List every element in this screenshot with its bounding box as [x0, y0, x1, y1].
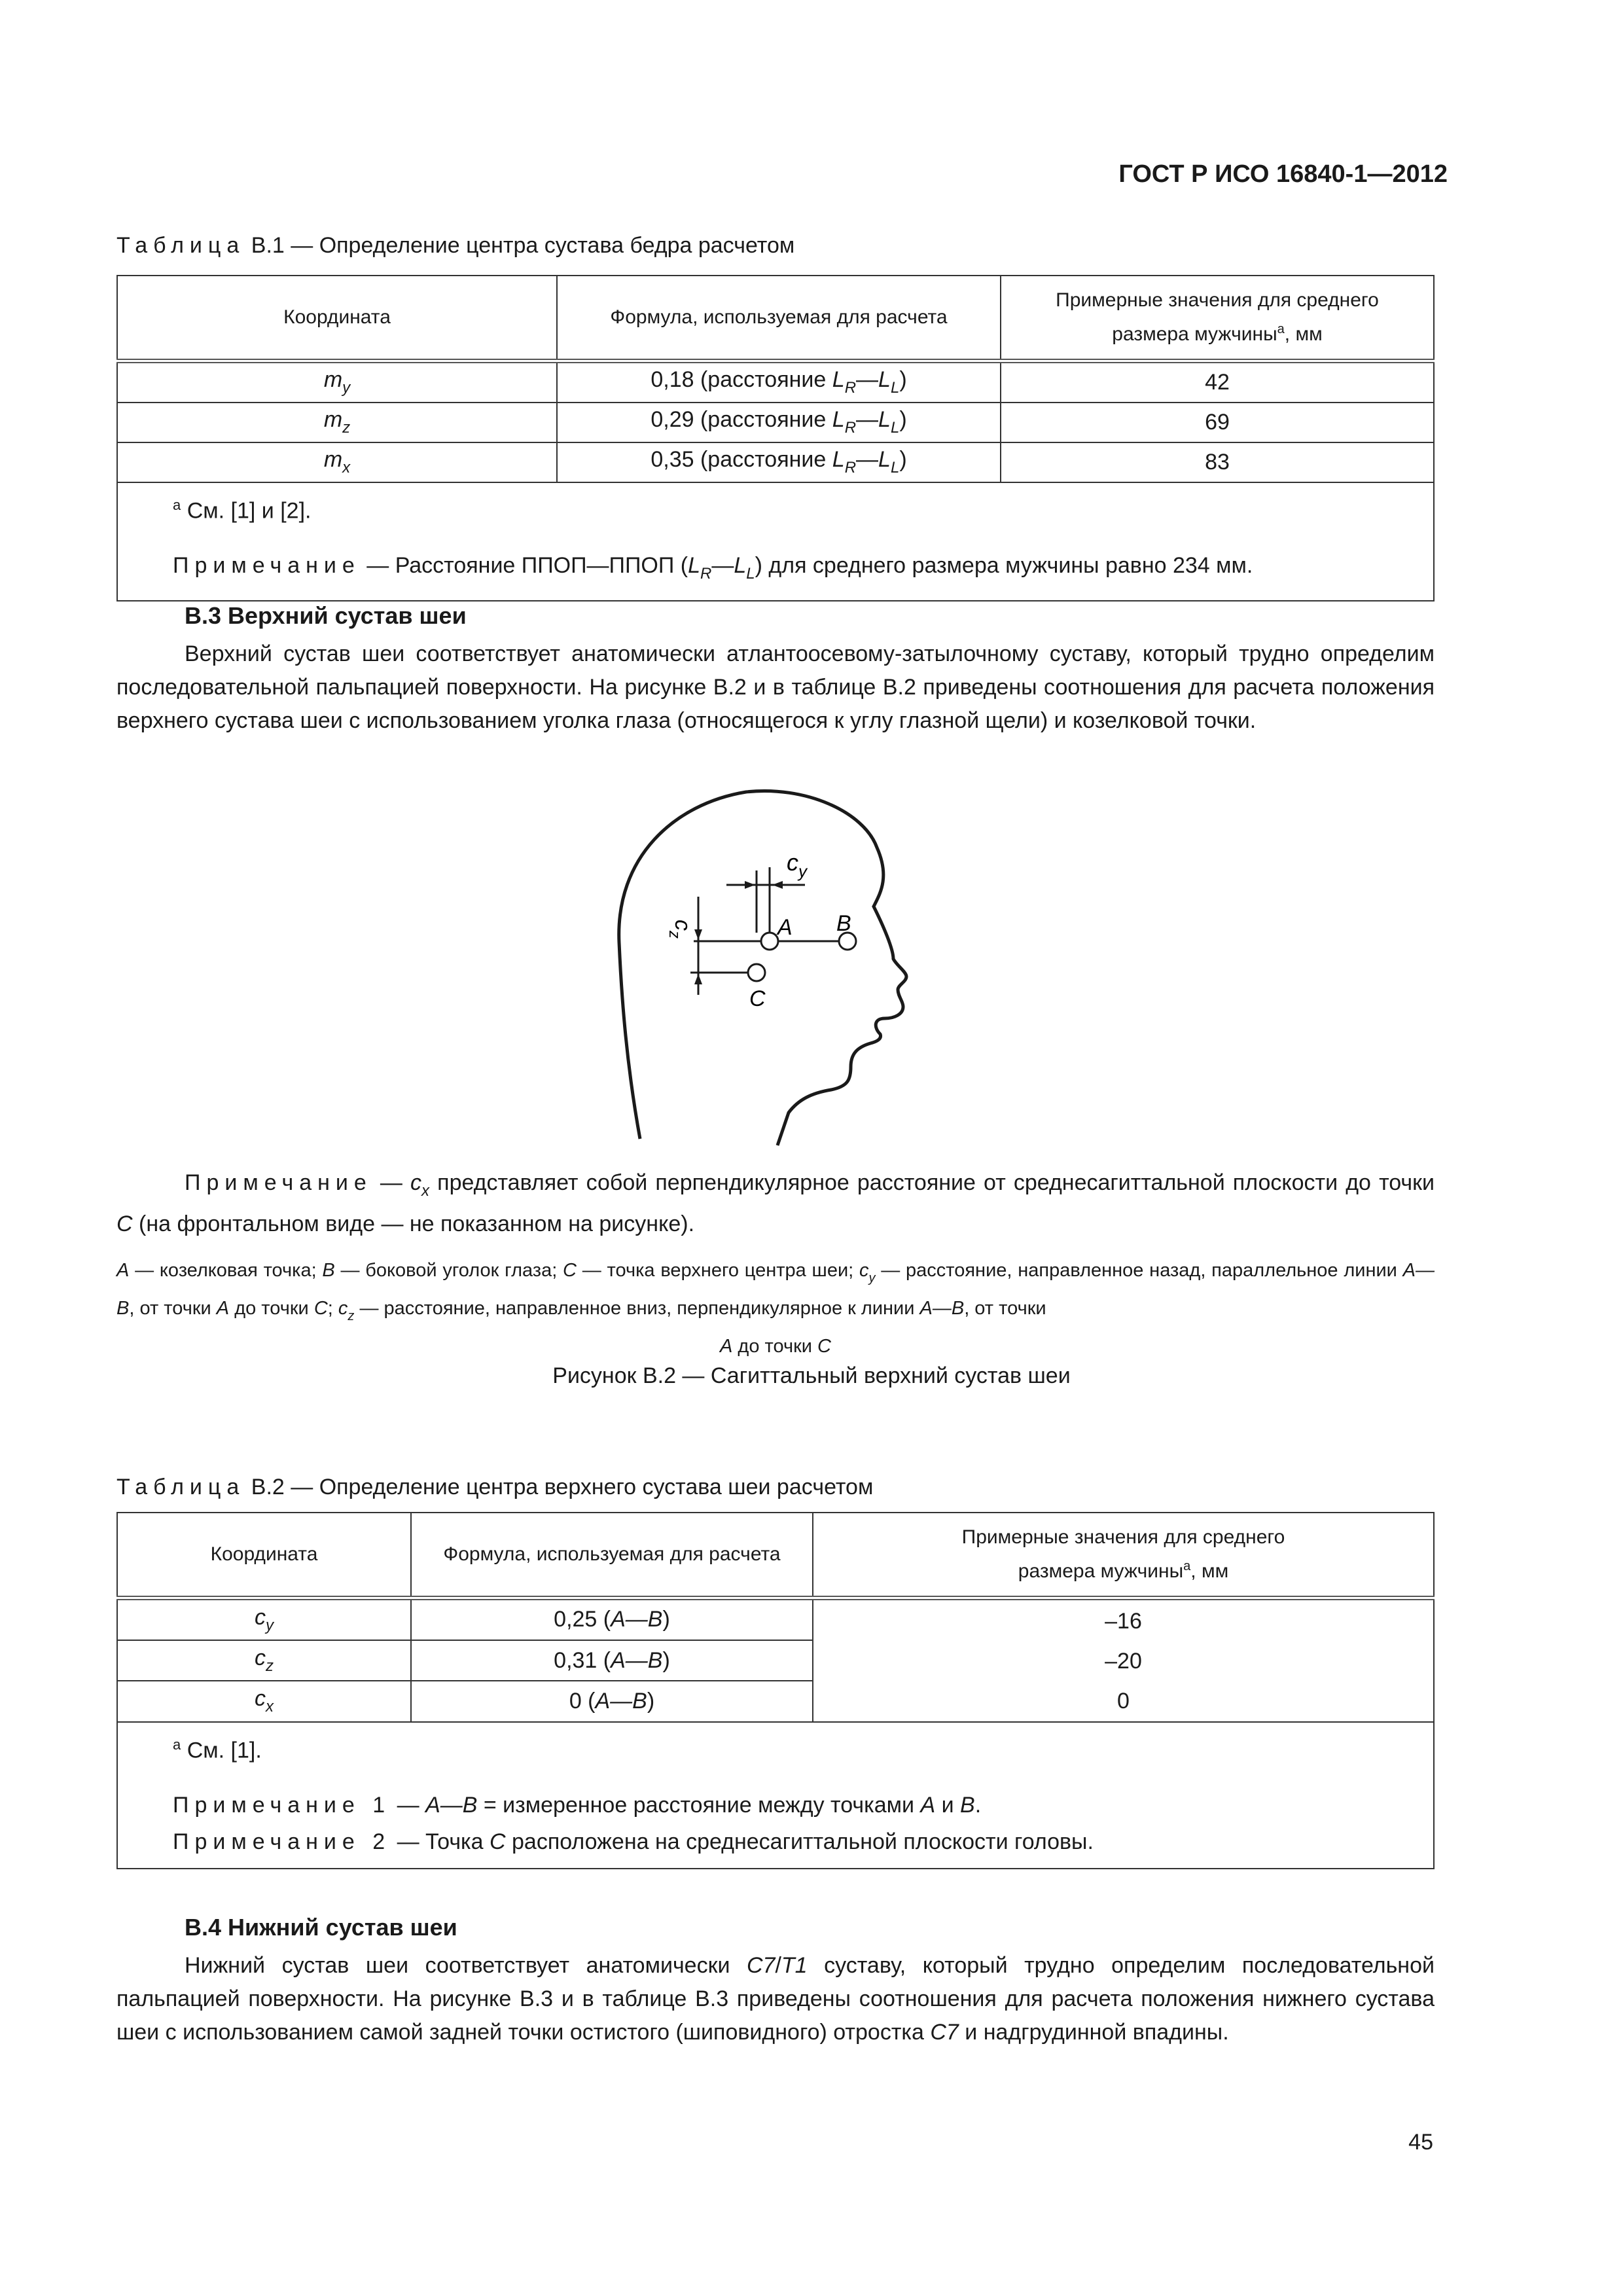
table2 [116, 1512, 1435, 1869]
table1-cell-value: 69 [1001, 403, 1434, 442]
section-b3-title: В.3 Верхний сустав шеи [185, 602, 467, 629]
table1-cell-value: 42 [1001, 361, 1434, 403]
table2-cell-coordinate: $c_z$ [117, 1640, 411, 1681]
table2-cell-formula: 0,25 (A—B) [411, 1598, 813, 1640]
section-b4-paragraph: Нижний сустав шеи соответствует анатомически C7/T1 суставу, который трудно определим последовательной пальпацией поверхности. На рисунке В.3 и в таблице В.3 приведены соотношения для расчета положения нижнего сустава шеи с использованием самой задней точки остистого (шиповидного) отростка C7 и надгрудинной впадины. [116, 1953, 1435, 2045]
figure-caption: Рисунок В.2 — Сагиттальный верхний сустав шеи [552, 1363, 1071, 1388]
table2-header-coordinate: Координата [117, 1513, 411, 1598]
table2-value: 0 [1117, 1688, 1130, 1713]
figure-legend: A — козелковая точка; B — боковой уголок глаза; C — точка верхнего центра шеи; $c_y$ — расстояние, направленное назад, параллельное линии A—B, от точки A до точки C; $c_z$ — расстояние, направленное вниз, перпендикулярное к линии A—B, от точки A до точки C [116, 1260, 1435, 1357]
table1-note: Примечание — Расстояние ППОП—ППОП $(L_R—L_L)$ для среднего размера мужчины равно 234 мм. [173, 552, 1253, 583]
figure-note: Примечание — $c_x$ представляет собой перпендикулярное расстояние от среднесагиттальной плоскости до точки C (на фронтальном виде — не показанном на рисунке). [116, 1170, 1435, 1236]
label-a: A [777, 915, 793, 940]
table2-caption-text: В.2 — Определение центра верхнего сустава шеи расчетом [251, 1475, 874, 1499]
table2-value: –20 [1105, 1648, 1142, 1674]
table2-caption-label: Таблица [116, 1475, 245, 1499]
table1-caption [116, 233, 794, 259]
table2-header-values: Примерные значения для среднего размера мужчины$^а$, мм [813, 1513, 1434, 1598]
table1-notes [117, 482, 1434, 601]
table1-header-coordinate: Координата [117, 276, 557, 361]
table2-value: –16 [1105, 1608, 1142, 1634]
table1 [116, 275, 1435, 601]
cy-arrow-right-icon [745, 881, 755, 889]
table2-note-2: Примечание 2 — Точка C расположена на среднесагиттальной плоскости головы. [173, 1829, 1094, 1854]
table2-footnote: $^а$ См. [1]. [173, 1736, 262, 1763]
table1-row [117, 442, 1434, 482]
label-cz: $c_z$ [666, 920, 695, 939]
table1-caption-text: В.1 — Определение центра сустава бедра расчетом [251, 233, 795, 258]
label-c: C [749, 986, 766, 1011]
table2-cell-values [813, 1598, 1434, 1722]
table2-caption [116, 1475, 873, 1500]
table1-footnote: $^а$ См. [1] и [2]. [173, 496, 312, 523]
cy-arrow-left-icon [772, 881, 783, 889]
point-c-marker [748, 964, 765, 981]
table1-cell-coordinate: $m_z$ [117, 403, 557, 442]
section-b3-paragraph: Верхний сустав шеи соответствует анатомически атлантоосевому-затылочному суставу, который трудно определим последовательной пальпацией поверхности. На рисунке В.2 и в таблице В.2 приведены соотношения для расчета положения верхнего сустава шеи с использованием уголка глаза (относящегося к углу глазной щели) и козелковой точки. [116, 641, 1435, 733]
table1-cell-formula: 0,35 (расстояние $L_R—L_L$) [557, 442, 1001, 482]
table1-caption-label: Таблица [116, 233, 245, 258]
table2-note-1: Примечание 1 — A—B = измеренное расстояние между точками A и B. [173, 1792, 982, 1818]
table1-row [117, 361, 1434, 403]
table1-cell-formula: 0,18 (расстояние $L_R—L_L$) [557, 361, 1001, 403]
table2-header-formula: Формула, используемая для расчета [411, 1513, 813, 1598]
label-b: B [836, 911, 851, 936]
table1-cell-value: 83 [1001, 442, 1434, 482]
cz-arrow-up-icon [694, 974, 702, 984]
table1-header-values: Примерные значения для среднего размера мужчины$^а$, мм [1001, 276, 1434, 361]
section-b4-title: В.4 Нижний сустав шеи [185, 1914, 457, 1941]
table2-cell-coordinate: $c_y$ [117, 1598, 411, 1640]
table1-cell-formula: 0,29 (расстояние $L_R—L_L$) [557, 403, 1001, 442]
table2-cell-coordinate: $c_x$ [117, 1681, 411, 1721]
label-cy: $c_y$ [787, 849, 807, 881]
cz-arrow-down-icon [694, 929, 702, 940]
standard-header: ГОСТ Р ИСО 16840-1—2012 [1118, 160, 1448, 188]
table2-row [117, 1598, 1434, 1640]
page-number: 45 [1408, 2130, 1433, 2155]
head-figure [615, 785, 982, 1152]
table1-row [117, 403, 1434, 442]
table1-cell-coordinate: $m_y$ [117, 361, 557, 403]
table1-header-formula: Формула, используемая для расчета [557, 276, 1001, 361]
table2-cell-formula: 0,31 (A—B) [411, 1640, 813, 1681]
table2-notes [117, 1722, 1434, 1869]
point-a-marker [761, 933, 778, 950]
table2-cell-formula: 0 (A—B) [411, 1681, 813, 1721]
table1-cell-coordinate: $m_x$ [117, 442, 557, 482]
